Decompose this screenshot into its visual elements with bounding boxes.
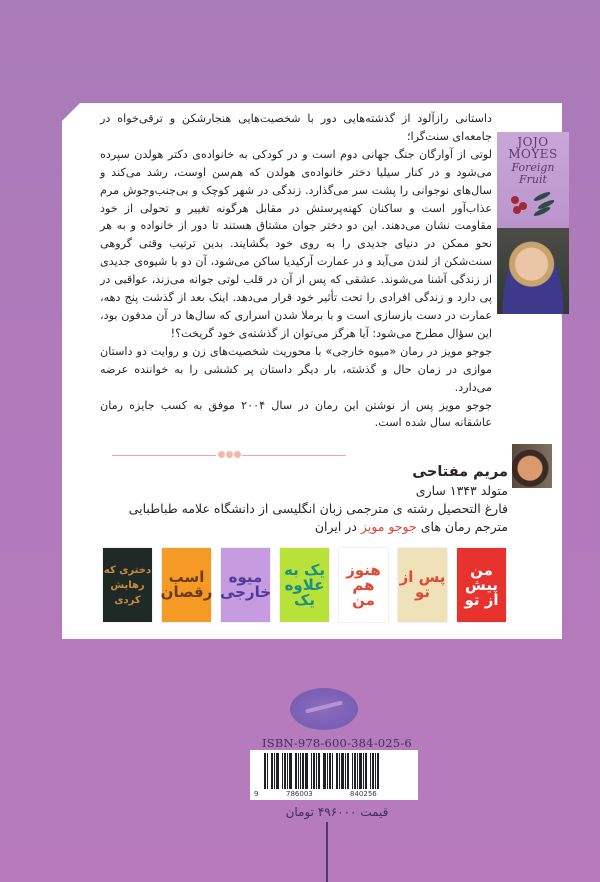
author-strip [497, 132, 569, 314]
book-cover: هنوز هم من [339, 548, 388, 622]
blurb-summary: لوتی از آوارگان جنگ جهانی دوم است و در کودکی به خانواده‌ی دکتر هولدن سپرده می‌شود و در کنار سیلیا دختر خانواده‌ی هولدن که هم‌سن اوست، رشد می‌کند و سال‌های نوجوانی را پشت سر می‌گذارد. زندگی در شهر کوچک و بی‌جنب‌وجوش مرم عذاب‌آور است و ساکنان کهنه‌پرستش در مقابل هرگونه تغییر و تحولی از خود مقاومت نشان می‌دهند. این دو دختر جوان مشتاق هستند تا دور از خانواده و به هر نحو ممکن در دنیای جدیدی را به روی خود بگشایند. بدین ترتیب وقتی گروهی سنت‌شکن از لندن می‌آید و در عمارت آرکیدیا ساکن می‌شود، آن دو با شیوه‌ی جدیدی از زندگی آشنا می‌شوند. عشقی که پس از آن در قلب لوتی جوانه می‌زند، عواقبی در پی دارد و زندگی افرادی را تحت تأثیر خود قرار می‌دهد. اینک بعد از گذشت پنج دهه، عمارت در دست بازسازی است و با برملا شدن اسراری که سال‌ها در آن مدفون بود، این سؤال مطرح می‌شود: آیا هرگز می‌توان از گذشته‌ی خود گریخت؟! [100, 147, 492, 340]
isbn-label: ISBN-978-600-384-025-6 [262, 736, 412, 750]
translator-photo [512, 444, 552, 488]
book-cover: اسب رقصان [162, 548, 211, 622]
original-cover-thumbnail [497, 132, 569, 228]
translator-role [100, 518, 508, 536]
book-cover: دختری که رهایش کردی [103, 548, 152, 622]
publisher-logo-icon [290, 688, 358, 730]
blurb-style: جوجو مویز در رمان «میوه خارجی» با محوریت شخصیت‌های زن و روایت دو داستان موازی در زمان حال و گذشته، بار دیگر داستان پر کششی را به خواننده عرضه می‌دارد. [100, 344, 492, 394]
role-prefix: مترجم رمان های [420, 519, 508, 534]
price-label: قیمت ۴۹۶۰۰۰ تومان [285, 805, 389, 819]
role-author-highlight: جوجو مویز [360, 519, 417, 534]
barcode-right-group: 840256 [350, 790, 377, 798]
original-book-title: Foreign Fruit [511, 161, 555, 186]
blurb-intro: داستانی رازآلود از گذشته‌هایی دور با شخصیت‌هایی هنجارشکن و ترقی‌خواه در جامعه‌ای سنت‌گرا؛ [100, 112, 492, 143]
original-author-name: JOJO MOYES [508, 135, 558, 161]
barcode [250, 750, 418, 800]
author-photo [497, 228, 569, 314]
section-divider [112, 450, 346, 460]
fruit-illustration-icon [503, 190, 563, 216]
book-blurb [100, 110, 492, 432]
decorative-line [326, 822, 328, 882]
related-books-row [96, 548, 506, 624]
book-cover: میوه خارجی [221, 548, 270, 622]
translator-info [100, 462, 508, 536]
translator-education: فارغ التحصیل رشته ی مترجمی زبان انگلیسی از دانشگاه علامه طباطبایی [128, 501, 508, 516]
book-cover: یک به علاوه یک [280, 548, 329, 622]
translator-birth: متولد ۱۳۴۳ ساری [415, 483, 508, 498]
translator-name: مریم مفتاحی [412, 464, 508, 480]
barcode-bars [264, 753, 408, 789]
book-cover: پس از تو [398, 548, 447, 622]
blurb-award: جوجو مویز پس از نوشتن این رمان در سال ۲۰۰۴ موفق به کسب جایزه رمان عاشقانه سال شده است. [100, 398, 492, 430]
barcode-left-group: 786003 [286, 790, 313, 798]
role-suffix: در ایران [314, 519, 357, 534]
barcode-leading-digit: 9 [254, 790, 259, 798]
book-cover: من پیش از تو [457, 548, 506, 622]
